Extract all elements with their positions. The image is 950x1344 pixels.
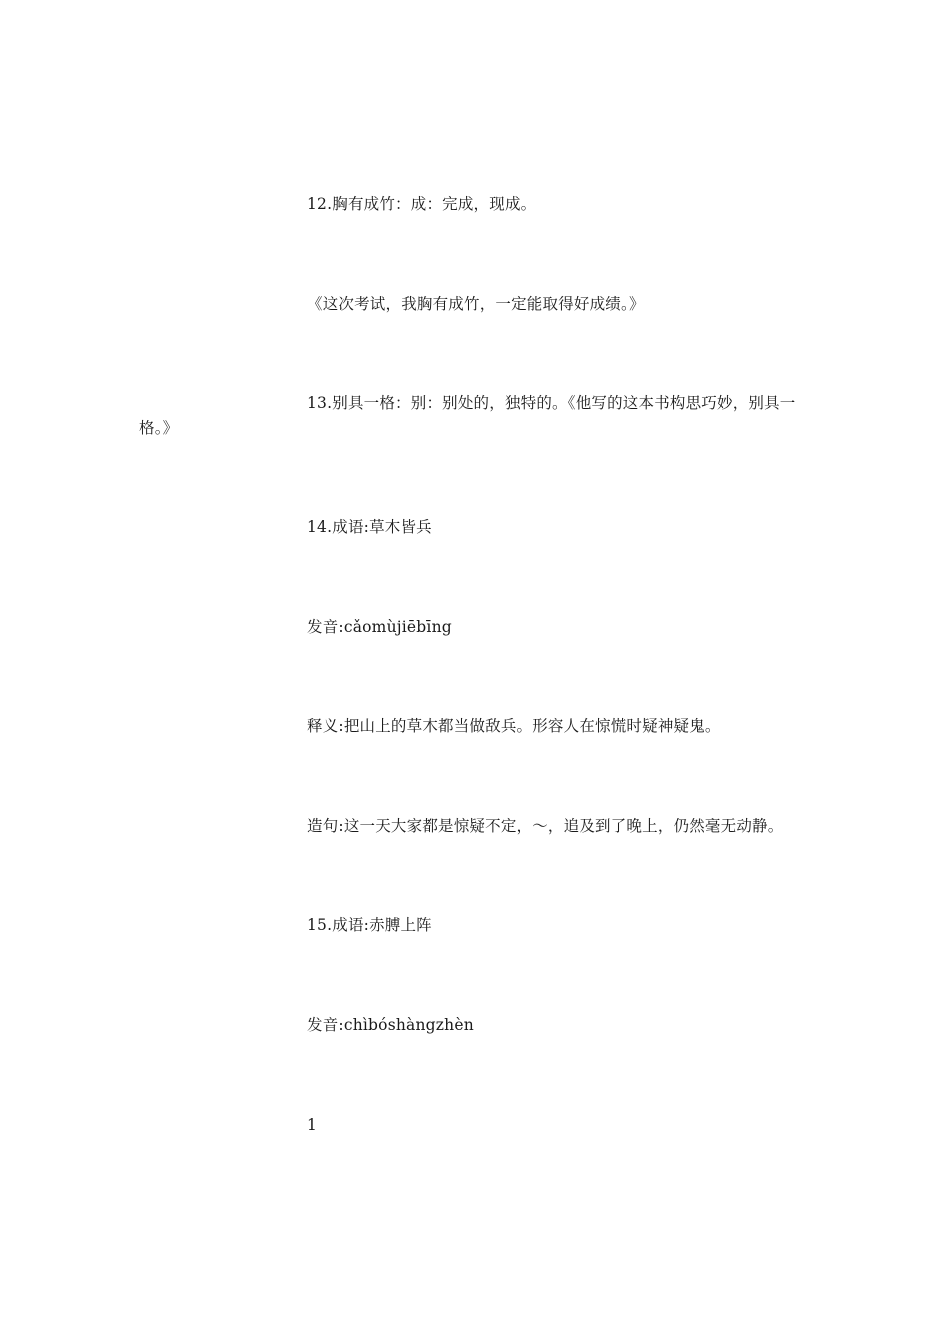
paragraph-idiom-14-title: 14.成语:草木皆兵	[307, 518, 432, 536]
paragraph-idiom-12: 12.胸有成竹：成：完成，现成。	[307, 195, 537, 213]
paragraph-idiom-14-meaning: 释义:把山上的草木都当做敌兵。形容人在惊慌时疑神疑鬼。	[307, 717, 721, 735]
paragraph-idiom-15-pronunciation: 发音:chìbóshàngzhèn	[307, 1016, 474, 1034]
page-number: 1	[307, 1116, 318, 1134]
paragraph-idiom-14-example: 造句:这一天大家都是惊疑不定，～，追及到了晚上，仍然毫无动静。	[307, 817, 784, 835]
paragraph-idiom-14-pronunciation: 发音:cǎomùjiēbīng	[307, 618, 452, 636]
paragraph-idiom-15-title: 15.成语:赤膊上阵	[307, 916, 432, 934]
paragraph-example-12: 《这次考试，我胸有成竹，一定能取得好成绩。》	[307, 295, 645, 313]
paragraph-idiom-13: 13.别具一格：别：别处的，独特的。《他写的这本书构思巧妙，别具一格。》	[139, 394, 796, 437]
